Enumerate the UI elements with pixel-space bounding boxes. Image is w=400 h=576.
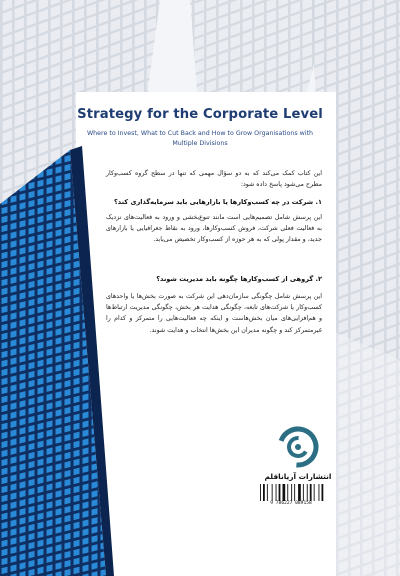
isbn-barcode [256, 481, 324, 511]
book-title: Strategy for the Corporate Level [77, 107, 323, 122]
book-subtitle: Where to Invest, What to Cut Back and How to Grow Organisations with Multiple Divisions [86, 130, 314, 147]
isbn-number: 9 786227 089158 [270, 501, 312, 506]
publisher-name: انتشارات آریاناقلم [264, 472, 332, 481]
intro-paragraph: این کتاب کمک می‌کند که به دو سؤال مهمی که تنها در سطح گروه کسب‌وکار مطرح می‌شود پاسخ داده شود: [106, 170, 322, 189]
publisher-logo [276, 425, 320, 471]
question-2-heading: ۲. گروهی از کسب‌وکارها چگونه باید مدیریت شوند؟ [156, 275, 322, 283]
question-1-body: این پرسش شامل تصمیم‌هایی است مانند تنوع‌بخشی و ورود به فعالیت‌های نزدیک به فعالیت فعلی شرکت، فروش کسب‌وکارها، ورود به نقاط جغرافیایی یا بازارهای جدید، و مقدار پولی که به هر حوزه از کسب‌وکار تخصیص می‌یابد. [106, 214, 322, 244]
question-1-heading: ۱. شرکت در چه کسب‌وکارها یا بازارهایی باید سرمایه‌گذاری کند؟ [113, 198, 322, 206]
question-2-body: این پرسش شامل چگونگی سازمان‌دهی این شرکت به صورت بخش‌ها یا واحدهای کسب‌وکار یا شرکت‌های تابعه، چگونگی هدایت هر بخش، چگونگی مدیریت ارتباط‌ها و هم‌افزایی‌های میان بخش‌هاست و اینکه چه فعالیت‌هایی را متمرکز و کدام را غیرمتمرکز کند و چگونه مدیران این بخش‌ها انتخاب و هدایت شوند. [106, 293, 322, 334]
